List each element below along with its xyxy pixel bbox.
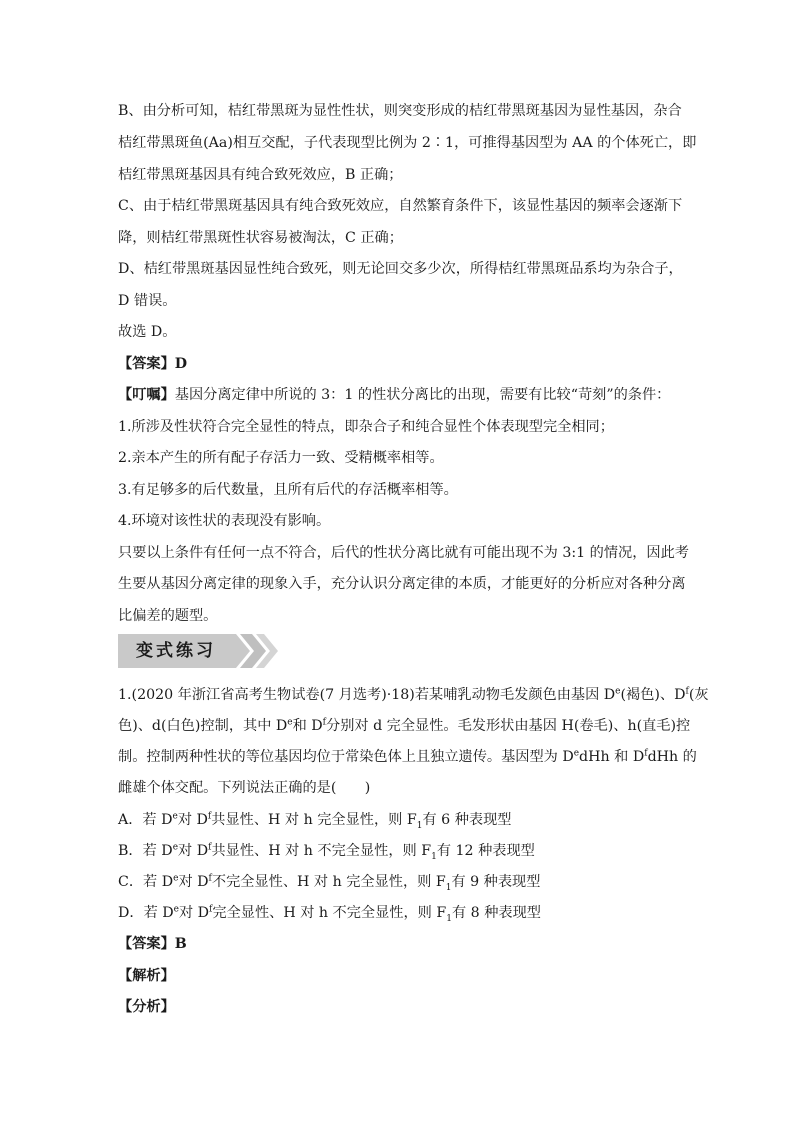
opt-b-mid: 对 D bbox=[178, 843, 209, 859]
fenxi-label: 【分析】 bbox=[118, 999, 175, 1015]
q-l2-post: 分别对 d 完全显性。毛发形状由基因 H(卷毛)、h(直毛)控 bbox=[326, 718, 691, 734]
opt-b-s2: f bbox=[208, 842, 212, 853]
opt-a-pre: A．若 D bbox=[118, 812, 173, 828]
paragraph-option-d-line1: D、桔红带黑斑基因显性纯合致死，则无论回交多少次，所得桔红带黑斑品系均为杂合子， bbox=[118, 261, 683, 277]
opt-d-s2: f bbox=[209, 904, 213, 915]
q-l3-sup2: f bbox=[644, 748, 648, 759]
choice-conclusion: 故选 D。 bbox=[118, 324, 177, 340]
option-c bbox=[118, 867, 678, 899]
opt-b-sub: 1 bbox=[431, 851, 437, 862]
opt-d-mid: 对 D bbox=[178, 905, 210, 921]
option-d bbox=[118, 898, 678, 930]
opt-c-s2: f bbox=[208, 873, 212, 884]
q-l2-mid: 和 D bbox=[292, 718, 323, 734]
summary-line1: 只要以上条件有任何一点不符合，后代的性状分离比就有可能出现不为 3:1 的情况，因此考 bbox=[118, 545, 689, 561]
opt-d-s1: e bbox=[173, 904, 179, 915]
q-l2-sup1: e bbox=[287, 717, 293, 728]
opt-d-sub: 1 bbox=[446, 913, 452, 924]
condition-3: 3.有足够多的后代数量，且所有后代的存活概率相等。 bbox=[118, 482, 458, 498]
paragraph-option-c-line2: 降，则桔红带黑斑性状容易被淘汰，C 正确； bbox=[118, 230, 403, 246]
opt-c-end: 有 9 种表现型 bbox=[451, 874, 541, 890]
opt-c-post: 不完全显性、H 对 h 完全显性，则 F bbox=[211, 874, 446, 890]
q-l3-end: dHh 的 bbox=[647, 749, 697, 765]
paragraph-option-d-line2: D 错误。 bbox=[118, 293, 177, 309]
answer-label-2: 【答案】B bbox=[118, 936, 187, 952]
q-l1-post: (褐色)、D bbox=[620, 687, 686, 703]
opt-c-sub: 1 bbox=[445, 882, 452, 893]
opt-c-s1: e bbox=[173, 873, 179, 884]
q-l1-end: (灰 bbox=[688, 687, 709, 703]
question-line3 bbox=[118, 742, 697, 774]
q-l1-pre: 1.(2020 年浙江省高考生物试卷(7 月选考)·18)若某哺乳动物毛发颜色由基因 D bbox=[118, 687, 616, 703]
summary-line3: 比偏差的题型。 bbox=[118, 608, 218, 624]
analysis-label: 【解析】 bbox=[118, 968, 175, 984]
opt-b-post: 共显性、H 对 h 不完全显性，则 F bbox=[211, 843, 432, 859]
opt-a-end: 有 6 种表现型 bbox=[422, 812, 512, 828]
q-l3: 制。控制两种性状的等位基因均位于常染色体上且独立遗传。基因型为 D bbox=[118, 749, 574, 765]
opt-d-post: 完全显性、H 对 h 不完全显性，则 F bbox=[212, 905, 447, 921]
opt-a-sub: 1 bbox=[416, 820, 423, 831]
condition-1: 1.所涉及性状符合完全显性的特点，即杂合子和纯合显性个体表现型完全相同； bbox=[118, 419, 614, 435]
paragraph-option-b-line2: 桔红带黑斑鱼(Aa)相互交配，子代表现型比例为 2∶1，可推得基因型为 AA 的个体死亡，即 bbox=[118, 135, 697, 151]
condition-4: 4.环境对该性状的表现没有影响。 bbox=[118, 513, 331, 529]
tip-line bbox=[118, 380, 678, 412]
opt-d-pre: D．若 D bbox=[118, 905, 174, 921]
summary-line2: 生要从基因分离定律的现象入手，充分认识分离定律的本质，才能更好的分析应对各种分离 bbox=[118, 576, 686, 592]
tip-label: 【叮嘱】 bbox=[118, 387, 175, 403]
paragraph-option-b-line1: B、由分析可知，桔红带黑斑为显性性状，则突变形成的桔红带黑斑基因为显性基因，杂合 bbox=[118, 103, 682, 119]
opt-b-pre: B．若 D bbox=[118, 843, 173, 859]
option-b bbox=[118, 836, 678, 868]
paragraph-option-c-line1: C、由于桔红带黑斑基因具有纯合致死效应，自然繁育条件下，该显性基因的频率会逐渐下 bbox=[118, 198, 683, 214]
question-line2 bbox=[118, 711, 691, 743]
paragraph-option-b-line3: 桔红带黑斑基因具有纯合致死效应，B 正确； bbox=[118, 167, 403, 183]
opt-c-mid: 对 D bbox=[178, 874, 209, 890]
question-line1 bbox=[118, 680, 709, 712]
opt-a-mid: 对 D bbox=[177, 812, 208, 828]
q-l1-sup: e bbox=[615, 686, 621, 697]
opt-c-pre: C．若 D bbox=[118, 874, 174, 890]
opt-a-s1: e bbox=[172, 811, 178, 822]
opt-d-end: 有 8 种表现型 bbox=[451, 905, 541, 921]
q-l1-sup2: f bbox=[685, 686, 689, 697]
q-l2-sup2: f bbox=[322, 717, 327, 728]
section-banner-label: 变式练习 bbox=[136, 641, 216, 661]
opt-a-s2: f bbox=[207, 811, 212, 822]
condition-2: 2.亲本产生的所有配子存活力一致、受精概率相等。 bbox=[118, 450, 444, 466]
q-l3-mid: dHh 和 D bbox=[579, 749, 645, 765]
opt-b-s1: e bbox=[172, 842, 179, 853]
option-a bbox=[118, 805, 678, 837]
opt-a-post: 共显性、H 对 h 完全显性，则 F bbox=[211, 812, 417, 828]
tip-text: 基因分离定律中所说的 3：1 的性状分离比的出现，需要有比较“苛刻”的条件： bbox=[174, 387, 671, 403]
question-line4: 雌雄个体交配。下列说法正确的是( ) bbox=[118, 780, 371, 796]
opt-b-end: 有 12 种表现型 bbox=[436, 843, 535, 859]
q-l2-pre: 色)、d(白色)控制，其中 D bbox=[118, 718, 288, 734]
answer-label-1: 【答案】D bbox=[118, 356, 188, 372]
q-l3-sup1: e bbox=[573, 748, 580, 759]
